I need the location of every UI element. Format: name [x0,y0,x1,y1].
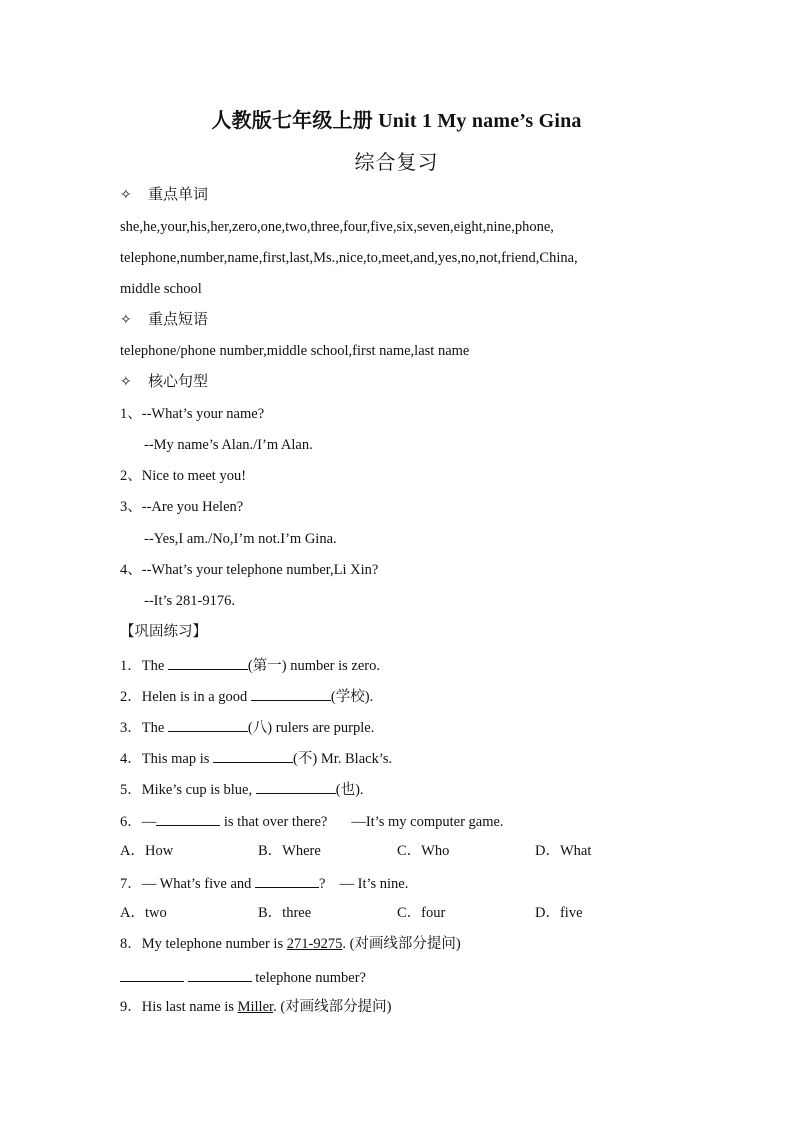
section-header-sentences: ✧ 核心句型 [120,372,208,393]
sentence-item: 2、Nice to meet you! [120,468,247,484]
answer-blank[interactable] [188,966,252,982]
words-line: middle school [120,281,202,297]
question-3: 3．The (八) rulers are purple. [120,716,374,738]
answer-blank[interactable] [168,654,248,670]
sentence-answer: --Yes,I am./No,I’m not.I’m Gina. [144,531,337,547]
option-d[interactable]: D．five [535,905,583,921]
question-8-answer-line: telephone number? [120,966,366,988]
star-icon: ✧ [120,375,132,390]
question-9: 9．His last name is Miller. (对画线部分提问) [120,999,392,1015]
sentence-answer: --It’s 281-9176. [144,593,236,609]
underlined-part: 271-9275 [286,936,343,952]
question-1: 1．The (第一) number is zero. [120,654,380,676]
section-header-phrases: ✧ 重点短语 [120,310,208,331]
answer-blank[interactable] [251,685,331,701]
option-a[interactable]: A．two [120,905,167,921]
question-8: 8．My telephone number is 271-9275. (对画线部分提问) [120,936,461,952]
question-6: 6．— is that over there? —It’s my computer game. [120,810,504,832]
answer-blank[interactable] [256,778,336,794]
question-4: 4．This map is (不) Mr. Black’s. [120,747,392,769]
option-c[interactable]: C．Who [397,843,450,859]
section-header-words: ✧ 重点单词 [120,185,208,206]
option-a[interactable]: A．How [120,843,174,859]
star-icon: ✧ [120,188,132,203]
page-subtitle: 综合复习 [354,152,439,174]
option-b[interactable]: B．Where [258,843,321,859]
sentence-item: 3、--Are you Helen? [120,499,244,515]
answer-blank[interactable] [255,872,319,888]
star-icon: ✧ [120,313,132,328]
question-2: 2．Helen is in a good (学校). [120,685,373,707]
option-c[interactable]: C．four [397,905,446,921]
option-b[interactable]: B．three [258,905,312,921]
option-d[interactable]: D．What [535,843,592,859]
answer-blank[interactable] [120,966,184,982]
answer-blank[interactable] [168,716,248,732]
phrases-line: telephone/phone number,middle school,first name,last name [120,343,470,359]
words-line: she,he,your,his,her,zero,one,two,three,four,five,six,seven,eight,nine,phone, [120,219,554,235]
answer-blank[interactable] [213,747,293,763]
practice-heading: 【巩固练习】 [120,624,207,640]
words-line: telephone,number,name,first,last,Ms.,nice,to,meet,and,yes,no,not,friend,China, [120,250,578,266]
sentence-item: 1、--What’s your name? [120,406,265,422]
underlined-part: Miller [237,999,274,1015]
question-7: 7．— What’s five and ? — It’s nine. [120,872,408,894]
page-title: 人教版七年级上册 Unit 1 My name’s Gina [211,110,582,132]
sentence-answer: --My name’s Alan./I’m Alan. [144,437,313,453]
sentence-item: 4、--What’s your telephone number,Li Xin? [120,562,379,578]
answer-blank[interactable] [156,810,220,826]
question-5: 5．Mike’s cup is blue, (也). [120,778,364,800]
